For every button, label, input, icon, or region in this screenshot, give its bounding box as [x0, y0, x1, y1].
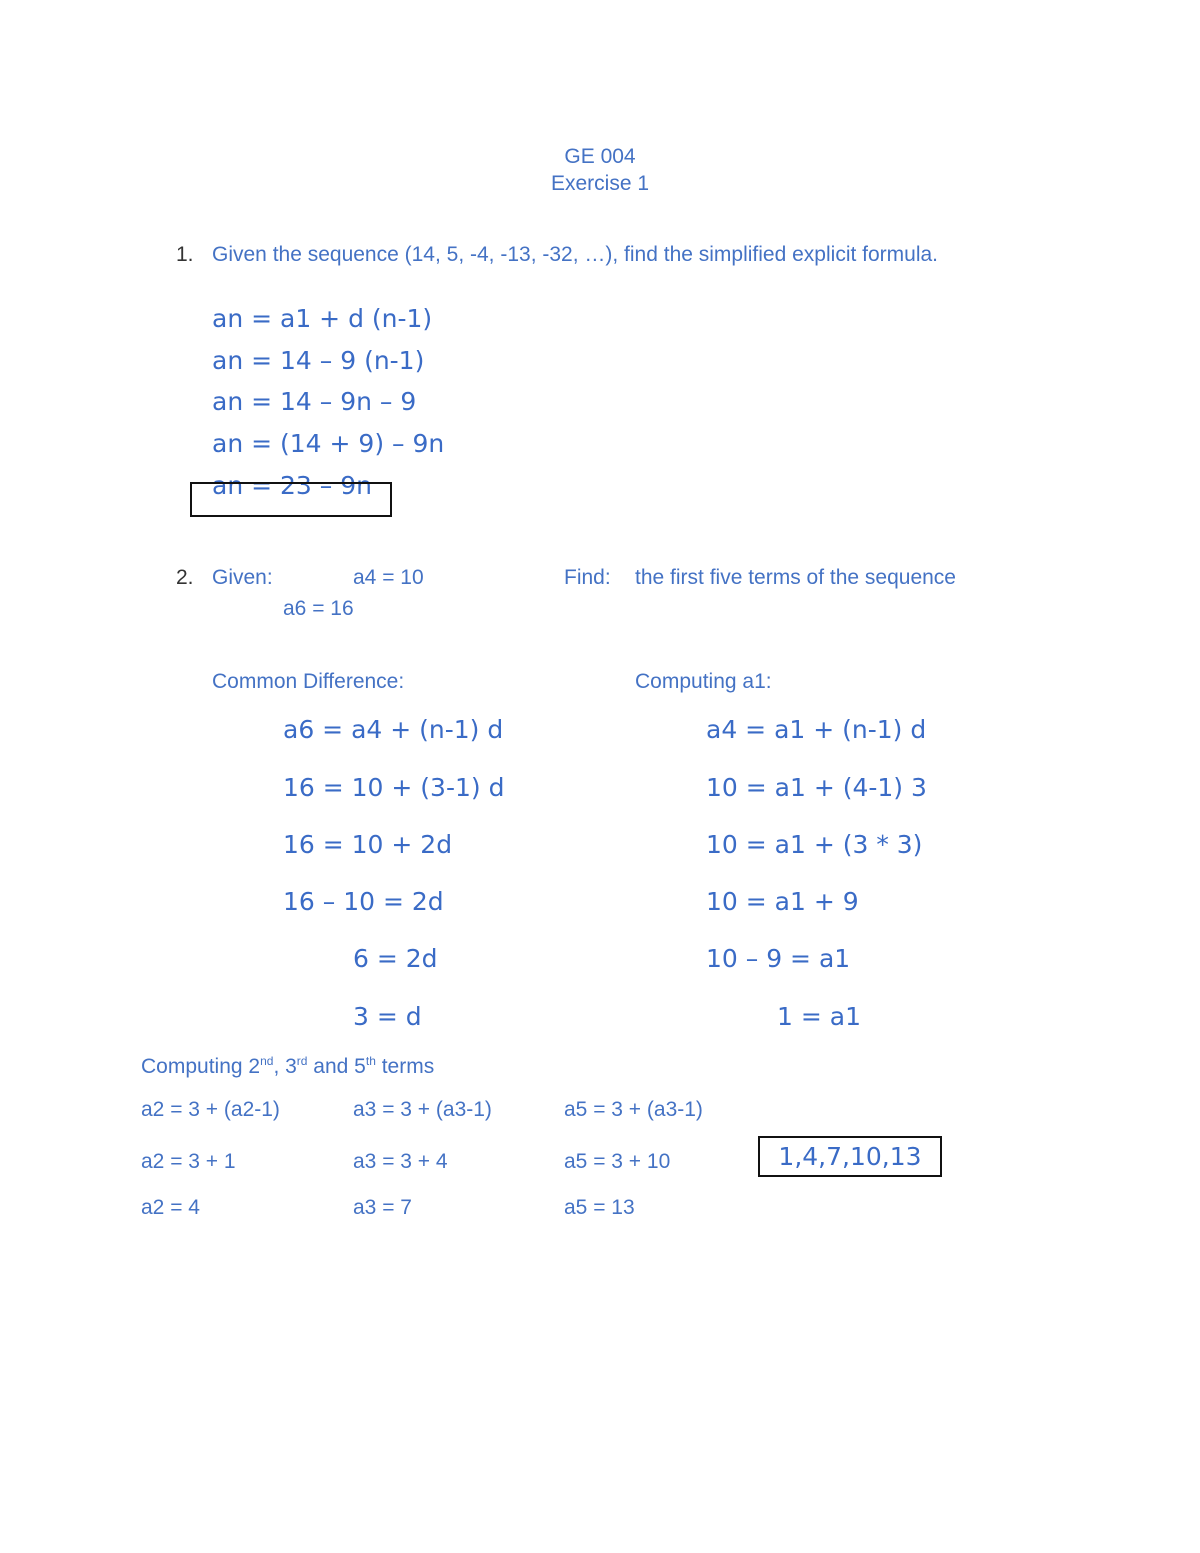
ordinal-suffix: rd: [296, 1054, 308, 1068]
exercise-title: Exercise 1: [550, 172, 650, 195]
term-calc: a5 = 3 + 10: [564, 1150, 671, 1173]
cd-step: 6 = 2d: [353, 944, 438, 973]
term-calc: a3 = 7: [353, 1196, 412, 1219]
find-text: the first five terms of the sequence: [635, 566, 956, 589]
q1-answer-box: [190, 482, 392, 517]
question-1-prompt: Given the sequence (14, 5, -4, -13, -32, …), find the simplified explicit formula.: [212, 243, 939, 266]
question-1-number: 1.: [176, 243, 194, 266]
terms-heading-text: Computing 2: [141, 1055, 261, 1078]
a1-step: 1 = a1: [777, 1002, 861, 1031]
cd-step: 16 = 10 + (3-1) d: [283, 773, 505, 802]
q1-step: an = a1 + d (n-1): [212, 304, 433, 333]
question-2-number: 2.: [176, 566, 194, 589]
term-calc: a3 = 3 + 4: [353, 1150, 448, 1173]
q1-step: an = (14 + 9) – 9n: [212, 429, 445, 458]
q1-answer-step: an = 23 – 9n: [212, 471, 372, 500]
ordinal-suffix: th: [365, 1054, 376, 1068]
q2-answer: 1,4,7,10,13: [778, 1142, 922, 1171]
find-label: Find:: [564, 566, 611, 589]
a1-step: 10 – 9 = a1: [706, 944, 851, 973]
cd-step: 3 = d: [353, 1002, 422, 1031]
common-difference-heading: Common Difference:: [212, 670, 405, 693]
given-a6: a6 = 16: [283, 597, 354, 620]
terms-heading-text: and 5: [307, 1055, 366, 1078]
terms-heading-text: terms: [375, 1055, 435, 1078]
term-calc: a2 = 4: [141, 1196, 200, 1219]
q1-step: an = 14 – 9 (n-1): [212, 346, 425, 375]
given-a4: a4 = 10: [353, 566, 424, 589]
given-label: Given:: [212, 566, 273, 589]
term-calc: a5 = 3 + (a3-1): [564, 1098, 703, 1121]
q1-step: an = 14 – 9n – 9: [212, 387, 417, 416]
cd-step: 16 = 10 + 2d: [283, 830, 453, 859]
term-calc: a2 = 3 + (a2-1): [141, 1098, 280, 1121]
a1-step: 10 = a1 + (3 * 3): [706, 830, 923, 859]
a1-step: 10 = a1 + 9: [706, 887, 859, 916]
a1-step: a4 = a1 + (n-1) d: [706, 715, 927, 744]
cd-step: a6 = a4 + (n-1) d: [283, 715, 504, 744]
term-calc: a2 = 3 + 1: [141, 1150, 236, 1173]
course-code: GE 004: [564, 145, 636, 168]
ordinal-suffix: nd: [260, 1054, 274, 1068]
cd-step: 16 – 10 = 2d: [283, 887, 444, 916]
computing-a1-heading: Computing a1:: [635, 670, 772, 693]
a1-step: 10 = a1 + (4-1) 3: [706, 773, 927, 802]
term-calc: a5 = 13: [564, 1196, 635, 1219]
terms-heading: [141, 1056, 434, 1077]
terms-heading-text: , 3: [273, 1055, 297, 1078]
term-calc: a3 = 3 + (a3-1): [353, 1098, 492, 1121]
